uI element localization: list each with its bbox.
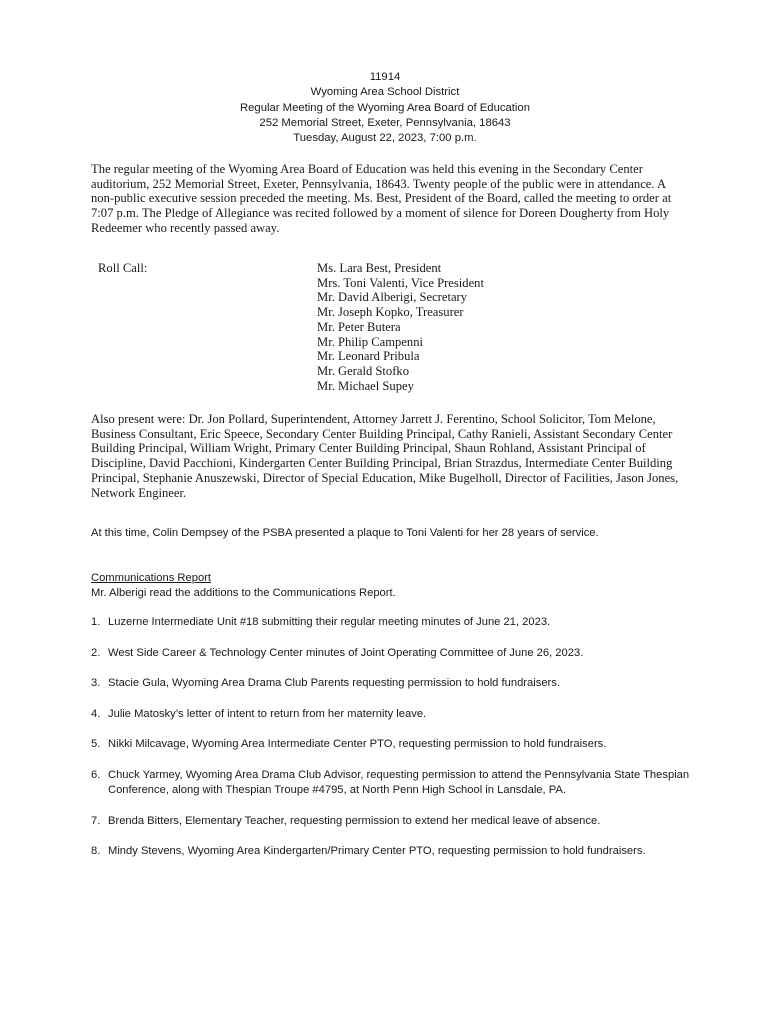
list-item	[91, 814, 691, 829]
list-item-text: Luzerne Intermediate Unit #18 submitting their regular meeting minutes of June 21, 2023.	[108, 616, 551, 628]
district-name: Wyoming Area School District	[310, 86, 460, 99]
roll-call-member: Mrs. Toni Valenti, Vice President	[317, 275, 484, 290]
list-item-number: 7.	[91, 814, 101, 827]
intro-paragraph: The regular meeting of the Wyoming Area Board of Education was held this evening in the Secondary Center auditorium, 252 Memorial Street, Exeter, Pennsylvania, 18643. Twenty people of the public were in attendance. A non-public executive session preceded the meeting. Ms. Best, President of the Board, called the meeting to order at 7:07 p.m. The Pledge of Allegiance was recited followed by a moment of silence for Doreen Dougherty from Holy Redeemer who recently passed away.	[91, 162, 672, 235]
meeting-datetime: Tuesday, August 22, 2023, 7:00 p.m.	[293, 132, 477, 145]
list-item-text: West Side Career & Technology Center minutes of Joint Operating Committee of June 26, 2023.	[108, 646, 584, 659]
roll-call-member: Mr. Joseph Kopko, Treasurer	[317, 305, 464, 320]
list-item	[91, 646, 691, 661]
communications-intro: Mr. Alberigi read the additions to the Communications Report.	[91, 587, 396, 600]
list-item-text: Chuck Yarmey, Wyoming Area Drama Club Advisor, requesting permission to attend the Pennsylvania State Thespian Conference, along with Thespian Troupe #4795, at North Penn High School in Lansdale, PA.	[108, 768, 690, 797]
roll-call-member: Mr. Peter Butera	[317, 319, 401, 334]
page-number: 11914	[369, 71, 401, 83]
roll-call-member: Mr. David Alberigi, Secretary	[317, 290, 468, 305]
list-item-text: Mindy Stevens, Wyoming Area Kindergarten/Primary Center PTO, requesting permission to hold fundraisers.	[108, 845, 646, 858]
communications-list	[91, 615, 691, 875]
list-item-number: 8.	[91, 845, 101, 858]
plaque-paragraph: At this time, Colin Dempsey of the PSBA presented a plaque to Toni Valenti for her 28 years of service.	[91, 527, 599, 539]
list-item-number: 5.	[91, 738, 101, 751]
list-item-text: Brenda Bitters, Elementary Teacher, requesting permission to extend her medical leave of absence.	[108, 814, 601, 827]
roll-call-label: Roll Call:	[98, 261, 148, 275]
list-item-number: 2.	[91, 646, 101, 659]
list-item-text: Stacie Gula, Wyoming Area Drama Club Parents requesting permission to hold fundraisers.	[108, 677, 560, 690]
list-item-number: 1.	[91, 616, 101, 628]
list-item	[91, 707, 691, 722]
list-item-text: Julie Matosky’s letter of intent to return from her maternity leave.	[108, 707, 427, 720]
also-present-paragraph: Also present were: Dr. Jon Pollard, Superintendent, Attorney Jarrett J. Ferentino, School Solicitor, Tom Melone, Business Consultant, Eric Speece, Secondary Center Building Principal, Cathy Ranieli, Assistant Secondary Center Building Principal, William Wright, Primary Center Building Principal, Shaun Rohland, Assistant Principal of Discipline, David Pacchioni, Kindergarten Center Building Principal, Brian Strazdus, Intermediate Center Building Principal, Stephanie Anuszewski, Director of Special Education, Mike Bugelholl, Director of Facilities, Jason Jones, Network Engineer.	[91, 412, 679, 500]
meeting-address: 252 Memorial Street, Exeter, Pennsylvania, 18643	[259, 116, 511, 129]
list-item-number: 3.	[91, 677, 101, 690]
list-item	[91, 844, 691, 859]
communications-title: Communications Report	[91, 572, 212, 584]
list-item	[91, 768, 691, 799]
roll-call-member: Mr. Gerald Stofko	[317, 363, 409, 378]
list-item-number: 6.	[91, 768, 101, 781]
document-header	[0, 70, 770, 146]
list-item-text: Nikki Milcavage, Wyoming Area Intermediate Center PTO, requesting permission to hold fundraisers.	[108, 738, 607, 751]
roll-call-member: Ms. Lara Best, President	[317, 261, 442, 275]
list-item	[91, 615, 691, 630]
list-item	[91, 676, 691, 691]
roll-call-member: Mr. Leonard Pribula	[317, 349, 420, 364]
communications-header	[91, 571, 691, 602]
roll-call-member: Mr. Philip Campenni	[317, 334, 424, 349]
roll-call-member: Mr. Michael Supey	[317, 378, 414, 393]
list-item	[91, 737, 691, 752]
roll-call-list	[317, 261, 677, 393]
meeting-title: Regular Meeting of the Wyoming Area Board of Education	[239, 101, 531, 114]
list-item-number: 4.	[91, 707, 101, 720]
